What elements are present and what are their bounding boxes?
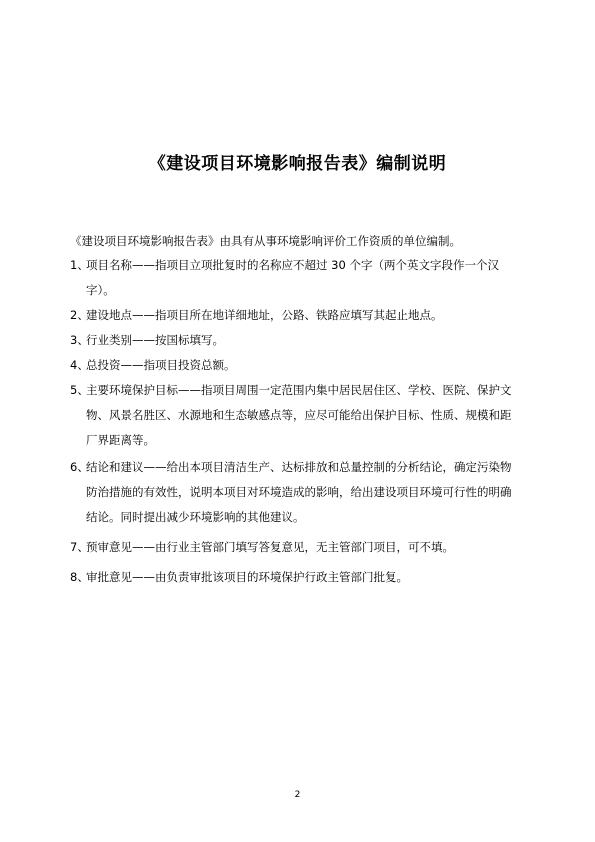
- list-item-text: 结论和建议——给出本项目清洁生产、达标排放和总量控制的分析结论，确定污染物防治措施的有效性，说明本项目对环境造成的影响，给出建设项目环境可行性的明确结论。同时提出减少环境影响的其他建议。: [86, 460, 512, 524]
- list-item-3: [70, 328, 515, 353]
- list-item-2: [70, 303, 515, 328]
- list-item-number: 6、: [70, 460, 89, 474]
- list-item-number: 3、: [70, 333, 89, 347]
- list-item-6: [70, 455, 515, 530]
- list-item-text: 行业类别——按国标填写。: [86, 333, 224, 347]
- list-item-text: 审批意见——由负责审批该项目的环境保护行政主管部门批复。: [86, 570, 408, 584]
- list-item-text: 主要环境保护目标——指项目周围一定范围内集中居民居住区、学校、医院、保护文物、风景名胜区、水源地和生态敏感点等，应尽可能给出保护目标、性质、规模和距厂界距离等。: [86, 383, 512, 447]
- list-item-number: 1、: [70, 258, 89, 272]
- document-title: 《建设项目环境影响报告表》编制说明: [148, 154, 447, 174]
- list-item-4: [70, 353, 515, 378]
- intro-paragraph: 《建设项目环境影响报告表》由具有从事环境影响评价工作资质的单位编制。: [70, 234, 461, 248]
- list-item-number: 2、: [70, 308, 89, 322]
- list-item-number: 4、: [70, 358, 89, 372]
- list-item-number: 8、: [70, 570, 89, 584]
- list-item-text: 建设地点——指项目所在地详细地址，公路、铁路应填写其起止地点。: [86, 308, 443, 322]
- list-item-text: 预审意见——由行业主管部门填写答复意见，无主管部门项目，可不填。: [86, 540, 454, 554]
- list-item-1: [70, 253, 515, 303]
- list-item-text: 总投资——指项目投资总额。: [86, 358, 236, 372]
- list-item-text: 项目名称——指项目立项批复时的名称应不超过 30 个字（两个英文字段作一个汉字）。: [86, 258, 499, 297]
- list-item-5: [70, 378, 515, 453]
- list-item-7: [70, 535, 515, 560]
- list-item-number: 5、: [70, 383, 89, 397]
- page-number: 2: [294, 790, 301, 800]
- list-item-number: 7、: [70, 540, 89, 554]
- list-item-8: [70, 565, 515, 590]
